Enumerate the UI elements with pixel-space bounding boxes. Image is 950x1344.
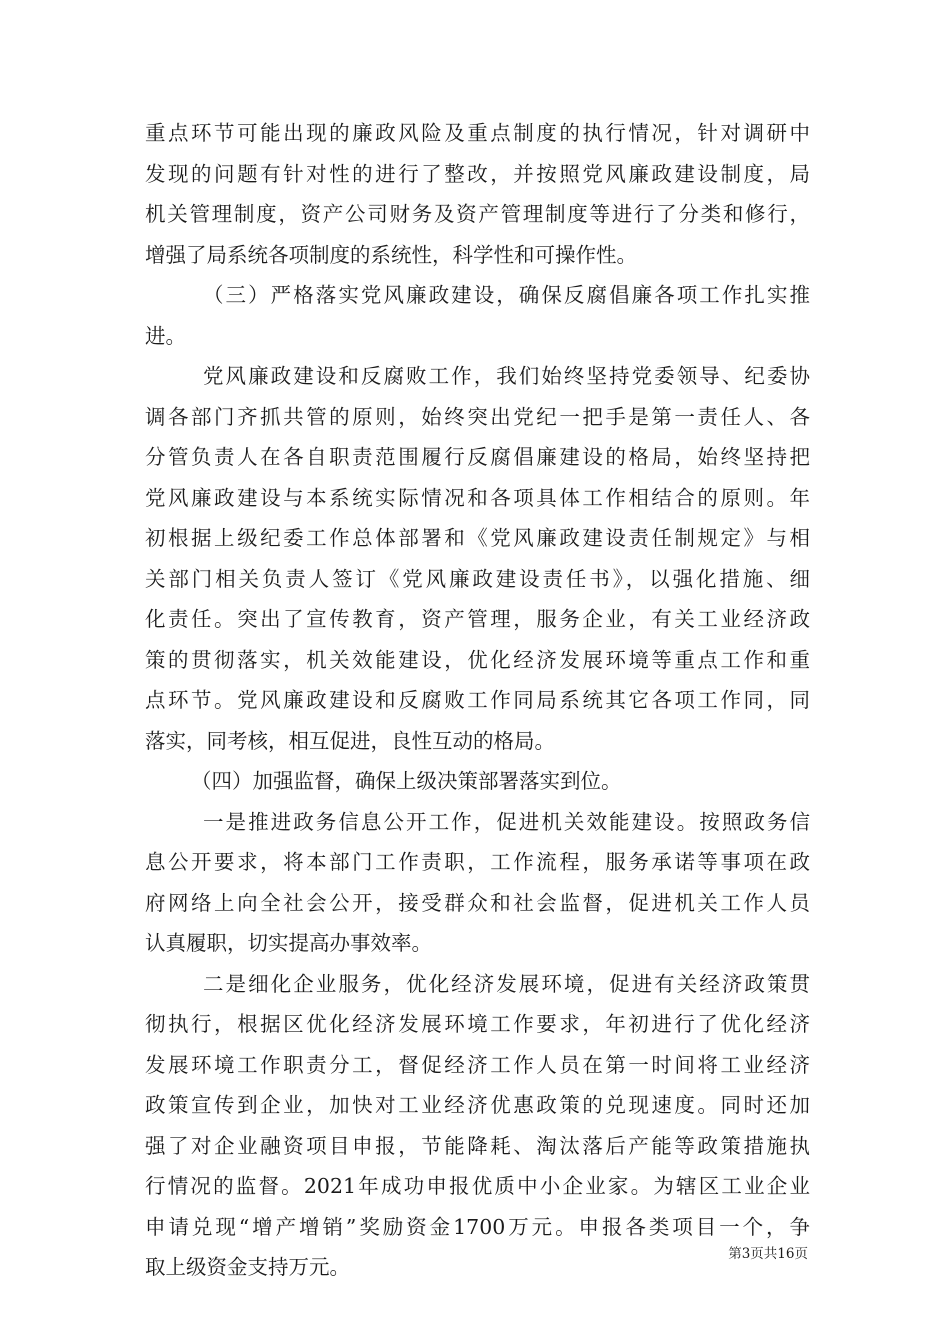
body-line: 调各部门齐抓共管的原则，始终突出党纪一把手是第一责任人、各 [145,404,810,429]
body-line: 关部门相关负责人签订《党风廉政建设责任书》，以强化措施、细 [145,566,810,591]
body-line: 机关管理制度，资产公司财务及资产管理制度等进行了分类和修行， [145,202,810,226]
body-line: 初根据上级纪委工作总体部署和《党风廉政建设责任制规定》与相 [145,526,810,550]
body-line: 认真履职，切实提高办事效率。 [145,931,432,955]
page-number-footer: 第3页共16页 [728,1246,808,1262]
document-body [145,113,810,1288]
body-line: 二是细化企业服务，优化经济发展环境，促进有关经济政策贯 [203,971,810,996]
section-heading-3-line: 进。 [145,323,186,348]
body-line: 发展环境工作职责分工，督促经济工作人员在第一时间将工业经济 [145,1052,810,1077]
body-line: 申请兑现“增产增销”奖励资金1700万元。申报各类项目一个，争 [145,1214,810,1239]
body-line: 行情况的监督。2021年成功申报优质中小企业家。为辖区工业企业 [145,1174,810,1198]
body-line: 政策宣传到企业，加快对工业经济优惠政策的兑现速度。同时还加 [145,1093,810,1117]
body-line: 重点环节可能出现的廉政风险及重点制度的执行情况，针对调研中 [145,121,810,145]
body-line: 府网络上向全社会公开，接受群众和社会监督，促进机关工作人员 [145,890,810,915]
body-line: 增强了局系统各项制度的系统性，科学性和可操作性。 [145,242,637,267]
body-line: 化责任。突出了宣传教育，资产管理，服务企业，有关工业经济政 [145,607,810,631]
section-heading-4: （四）加强监督，确保上级决策部署落实到位。 [191,769,622,793]
body-line: 一是推进政务信息公开工作，促进机关效能建设。按照政务信 [203,809,810,834]
body-line: 策的贯彻落实，机关效能建设，优化经济发展环境等重点工作和重 [145,647,810,672]
body-line: 党风廉政建设与本系统实际情况和各项具体工作相结合的原则。年 [145,485,810,510]
body-line: 点环节。党风廉政建设和反腐败工作同局系统其它各项工作同，同 [145,688,810,712]
body-line: 强了对企业融资项目申报，节能降耗、淘汰落后产能等政策措施执 [145,1133,810,1158]
body-line: 落实，同考核，相互促进，良性互动的格局。 [145,728,555,753]
body-line: 取上级资金支持万元。 [145,1255,350,1279]
body-line: 发现的问题有针对性的进行了整改，并按照党风廉政建设制度，局 [145,161,810,186]
body-line: 息公开要求，将本部门工作责职，工作流程，服务承诺等事项在政 [145,850,810,874]
body-line: 党风廉政建设和反腐败工作，我们始终坚持党委领导、纪委协 [203,364,810,388]
section-heading-3-line: （三）严格落实党风廉政建设，确保反腐倡廉各项工作扎实推 [203,283,810,307]
body-line: 彻执行，根据区优化经济发展环境工作要求，年初进行了优化经济 [145,1012,810,1036]
body-line: 分管负责人在各自职责范围履行反腐倡廉建设的格局，始终坚持把 [145,445,810,469]
